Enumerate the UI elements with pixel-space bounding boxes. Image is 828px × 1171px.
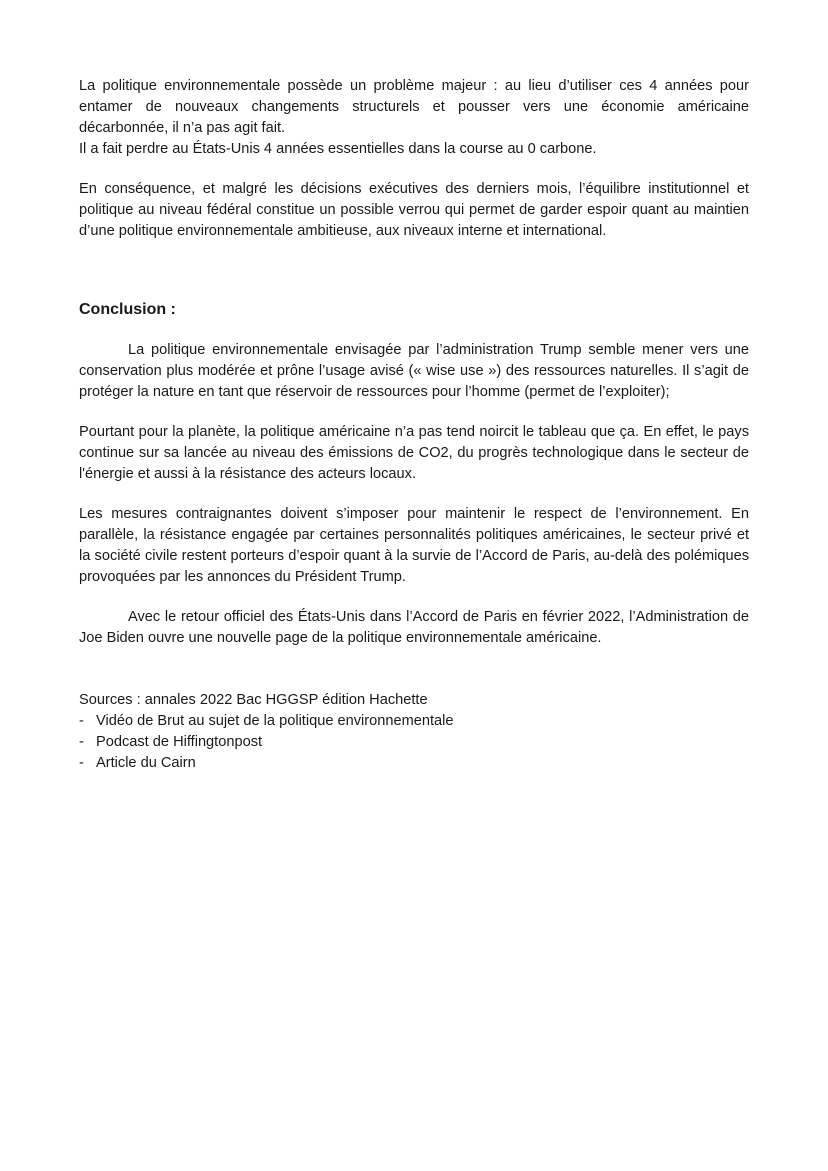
source-item bbox=[79, 711, 749, 732]
conclusion-paragraph-4: Avec le retour officiel des États-Unis dans l’Accord de Paris en février 2022, l’Administration de Joe Biden ouvre une nouvelle page de la politique environnementale américaine. bbox=[79, 609, 749, 646]
source-item-label: Article du Cairn bbox=[96, 755, 196, 771]
source-item bbox=[79, 732, 749, 753]
paragraph-lost-years: Il a fait perdre au États-Unis 4 années essentielles dans la course au 0 carbone. bbox=[79, 141, 597, 157]
bullet-dash: - bbox=[79, 755, 84, 771]
source-item-label: Podcast de Hiffingtonpost bbox=[96, 734, 263, 750]
paragraph-environmental-problem: La politique environnementale possède un problème majeur : au lieu d’utiliser ces 4 années pour entamer de nouveaux changements structurels et pousser vers une économie américaine décarbonnée, il n’a pas agit fait. bbox=[79, 78, 749, 136]
document-body bbox=[79, 76, 749, 774]
source-item bbox=[79, 753, 749, 774]
source-item-label: Vidéo de Brut au sujet de la politique environnementale bbox=[96, 713, 454, 729]
conclusion-heading: Conclusion : bbox=[79, 301, 176, 318]
bullet-dash: - bbox=[79, 734, 84, 750]
bullet-dash: - bbox=[79, 713, 84, 729]
paragraph-consequence: En conséquence, et malgré les décisions exécutives des derniers mois, l’équilibre institutionnel et politique au niveau fédéral constitue un possible verrou qui permet de garder espoir quant au maintien d’une politique environnementale ambitieuse, aux niveaux interne et international. bbox=[79, 181, 749, 239]
sources-title: Sources : annales 2022 Bac HGGSP édition Hachette bbox=[79, 692, 428, 708]
conclusion-paragraph-2: Pourtant pour la planète, la politique américaine n’a pas tend noircit le tableau que ça. En effet, le pays continue sur sa lancée au niveau des émissions de CO2, du progrès technologique dans le secteur de l'énergie et aussi à la résistance des acteurs locaux. bbox=[79, 424, 749, 482]
conclusion-paragraph-1: La politique environnementale envisagée par l’administration Trump semble mener vers une conservation plus modérée et prône l’usage avisé (« wise use ») des ressources naturelles. Il s’agit de protéger la nature en tant que réservoir de ressources pour l’homme (permet de l’exploiter); bbox=[79, 342, 749, 400]
conclusion-paragraph-3: Les mesures contraignantes doivent s’imposer pour maintenir le respect de l’environnement. En parallèle, la résistance engagée par certaines personnalités politiques américaines, le secteur privé et la société civile restent porteurs d’espoir quant à la survie de l’Accord de Paris, au-delà des polémiques provoquées par les annonces du Président Trump. bbox=[79, 506, 749, 585]
sources-list bbox=[79, 711, 749, 774]
